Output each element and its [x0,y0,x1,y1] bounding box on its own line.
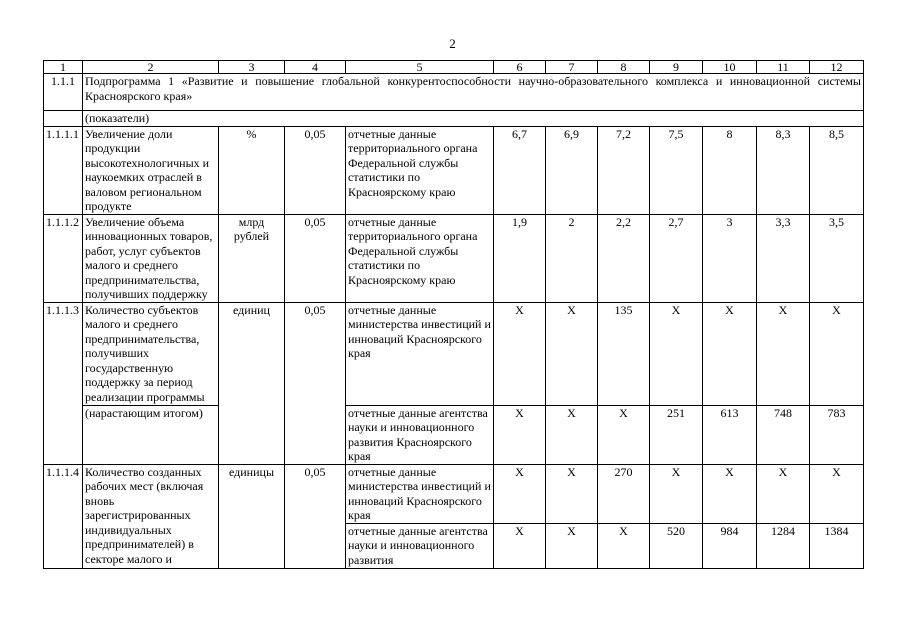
subprogram-number: 1.1.1 [44,74,83,111]
header-cell: 1 [44,61,83,74]
indicators-table [43,60,864,569]
value-cell: 8,3 [757,126,810,214]
value-cell: Х [494,302,546,405]
header-cell: 7 [546,61,598,74]
header-cell: 11 [757,61,810,74]
value-cell: Х [546,302,598,405]
value-cell: 6,7 [494,126,546,214]
row-number: 1.1.1.4 [44,464,83,568]
table-row [44,405,864,464]
source-cell: отчетные данные министерства инвестиций и инноваций Красноярского края [346,464,494,523]
value-cell: 613 [703,405,757,464]
value-cell: Х [546,405,598,464]
value-cell: Х [650,464,703,523]
header-cell: 8 [598,61,650,74]
value-cell: 2,2 [598,214,650,302]
table-row [44,126,864,214]
value-cell: 748 [757,405,810,464]
weight-cell: 0,05 [285,302,346,464]
value-cell: Х [650,302,703,405]
header-cell: 10 [703,61,757,74]
header-row [44,61,864,74]
value-cell: Х [546,464,598,523]
value-cell: 8 [703,126,757,214]
value-cell: Х [546,523,598,568]
weight-cell: 0,05 [285,464,346,568]
value-cell: Х [494,464,546,523]
value-cell: Х [703,302,757,405]
header-cell: 4 [285,61,346,74]
source-cell: отчетные данные территориального органа Федеральной службы статистики по Красноярскому краю [346,214,494,302]
value-cell: 270 [598,464,650,523]
weight-cell: 0,05 [285,214,346,302]
value-cell: 2 [546,214,598,302]
header-cell: 2 [83,61,219,74]
value-cell: 135 [598,302,650,405]
header-cell: 5 [346,61,494,74]
value-cell: Х [598,523,650,568]
row-number: 1.1.1.3 [44,302,83,464]
value-cell: 2,7 [650,214,703,302]
value-cell: 783 [810,405,864,464]
value-cell: Х [598,405,650,464]
header-cell: 3 [219,61,285,74]
header-cell: 12 [810,61,864,74]
value-cell: 1,9 [494,214,546,302]
value-cell: 8,5 [810,126,864,214]
subprogram-sub-row [44,111,864,127]
table-row [44,302,864,405]
indicator-name: Увеличение доли продукции высокотехнологичных и наукоемких отраслей в валовом региональном продукте [83,126,219,214]
value-cell: 7,5 [650,126,703,214]
unit-cell: единицы [219,464,285,568]
header-cell: 9 [650,61,703,74]
value-cell: Х [494,405,546,464]
value-cell: 1384 [810,523,864,568]
unit-cell: единиц [219,302,285,464]
header-cell: 6 [494,61,546,74]
value-cell: 520 [650,523,703,568]
table-row [44,214,864,302]
subprogram-row [44,74,864,111]
value-cell: Х [757,464,810,523]
source-cell: отчетные данные территориального органа Федеральной службы статистики по Красноярскому краю [346,126,494,214]
indicator-name: Количество созданных рабочих мест (включая вновь зарегистрированных индивидуальных предпринимателей) в секторе малого и [83,464,219,568]
value-cell: Х [494,523,546,568]
value-cell: 251 [650,405,703,464]
table-row [44,464,864,523]
value-cell: 984 [703,523,757,568]
row-number: 1.1.1.1 [44,126,83,214]
value-cell: 3 [703,214,757,302]
indicator-name: Количество субъектов малого и среднего предпринимательства, получивших государственную поддержку за период реализации программы [83,302,219,405]
value-cell: Х [703,464,757,523]
unit-cell: млрд рублей [219,214,285,302]
source-cell: отчетные данные агентства науки и инновационного развития Красноярского края [346,405,494,464]
indicator-name: Увеличение объема инновационных товаров, работ, услуг субъектов малого и среднего предпринимательства, получивших поддержку [83,214,219,302]
subprogram-title: Подпрограмма 1 «Развитие и повышение глобальной конкурентоспособности научно-образовательного комплекса и инновационной системы Красноярского края» [83,74,864,111]
value-cell: 6,9 [546,126,598,214]
value-cell: 3,3 [757,214,810,302]
value-cell: Х [810,464,864,523]
source-cell: отчетные данные министерства инвестиций и инноваций Красноярского края [346,302,494,405]
value-cell: 3,5 [810,214,864,302]
value-cell: 1284 [757,523,810,568]
unit-cell: % [219,126,285,214]
indicator-name-continued: (нарастающим итогом) [83,405,219,464]
subprogram-subtitle: (показатели) [83,111,864,127]
value-cell: Х [757,302,810,405]
value-cell: Х [810,302,864,405]
source-cell: отчетные данные агентства науки и инновационного развития [346,523,494,568]
weight-cell: 0,05 [285,126,346,214]
page-number: 2 [449,36,456,51]
row-number: 1.1.1.2 [44,214,83,302]
value-cell: 7,2 [598,126,650,214]
